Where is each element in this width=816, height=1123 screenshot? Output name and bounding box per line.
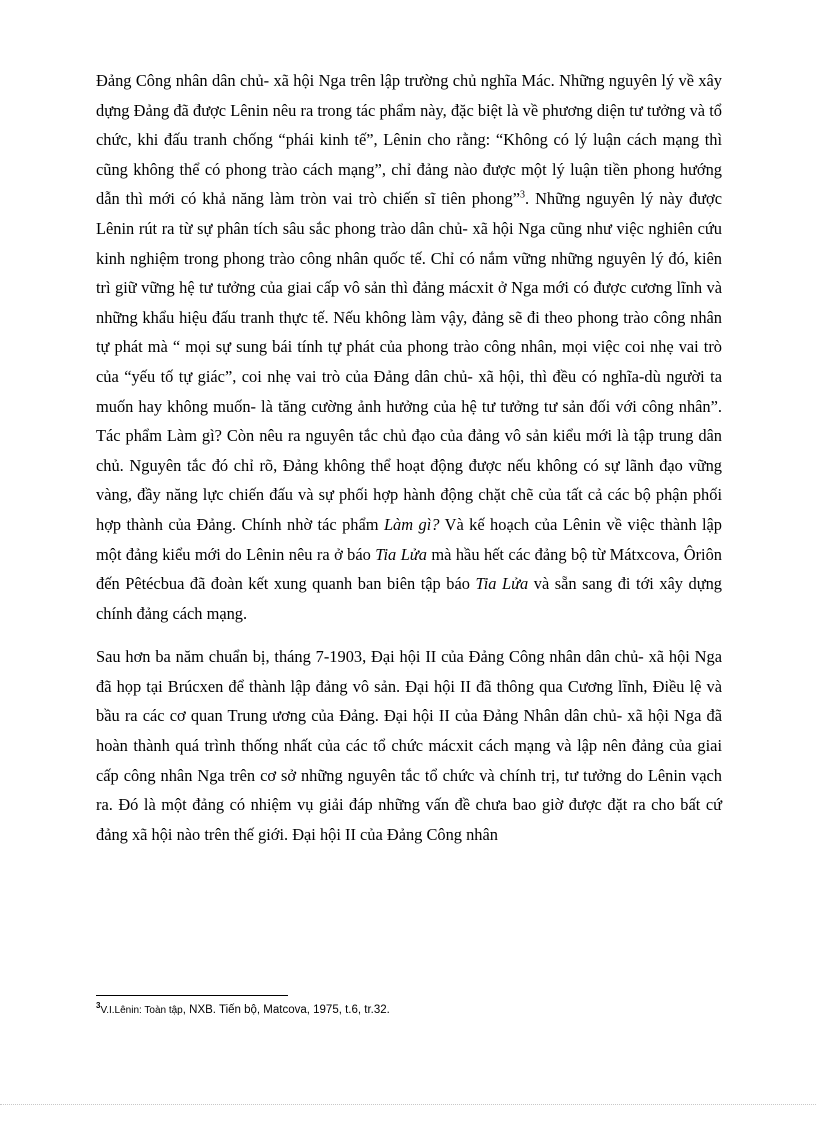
- paragraph-1-text-b: . Những nguyên lý này được Lênin rút ra từ sự phân tích sâu sắc phong trào dân chủ- xã hội Nga cũng như việc nghiên cứu kinh nghiệm trong phong trào công nhân quốc tế. Chỉ có nắm vững những nguyên lý đó, kiên trì giữ vững hệ tư tưởng của giai cấp vô sản thì đảng mácxit ở Nga mới có được cương lĩnh và những khẩu hiệu đấu tranh thực tế. Nếu không làm vậy, đảng sẽ đi theo phong trào công nhân tự phát mà “ mọi sự sung bái tính tự phát của phong trào công nhân, mọi việc coi nhẹ vai trò của “yếu tố tự giác”, coi nhẹ vai trò của Đảng dân chủ- xã hội, thì đều có nghĩa-dù người ta muốn hay không muốn- là tăng cường ảnh hưởng của hệ tư tưởng tư sản đối với công nhân”. Tác phẩm Làm gì? Còn nêu ra nguyên tắc chủ đạo của đảng vô sản kiểu mới là tập trung dân chủ. Nguyên tắc đó chỉ rõ, Đảng không thể hoạt động được nếu không có sự lãnh đạo vững vàng, đầy năng lực chiến đấu và sự phối hợp hành động chặt chẽ của tất cả các bộ phận phối hợp thành của Đảng. Chính nhờ tác phẩm: [96, 189, 722, 534]
- paragraph-1-text-a: Đảng Công nhân dân chủ- xã hội Nga trên lập trường chủ nghĩa Mác. Những nguyên lý về xây dựng Đảng đã được Lênin nêu ra trong tác phẩm này, đặc biệt là về phương diện tư tưởng và tổ chức, khi đấu tranh chống “phái kinh tế”, Lênin cho rằng: “Không có lý luận cách mạng thì cũng không thể có phong trào cách mạng”, chỉ đảng nào được một lý luận tiền phong hướng dẫn thì mới có khả năng làm tròn vai trò chiến sĩ tiên phong”: [96, 71, 722, 209]
- newspaper-title-tia-lua: Tia Lửa: [375, 544, 427, 564]
- footnote-number: 3: [96, 1001, 101, 1011]
- footnote-reference: 3: [520, 189, 526, 201]
- document-body: [96, 66, 722, 849]
- footnote-separator: [96, 995, 288, 996]
- page-boundary: [0, 1104, 816, 1105]
- newspaper-title-tia-lua-2: Tia Lửa: [475, 574, 529, 594]
- book-title-lam-gi: Làm gì?: [383, 514, 440, 534]
- footnote: [96, 1001, 390, 1016]
- paragraph-1-text-c: Và kế hoạch của Lênin về việc thành lập một đảng kiểu mới do Lênin nêu ra ở báo: [96, 514, 722, 564]
- paragraph-1-text-e: và sẵn sang đi tới xây dựng chính đảng cách mạng.: [96, 574, 722, 623]
- footnote-author: V.I.Lênin: Toàn tập: [100, 1005, 183, 1016]
- paragraph-2: Sau hơn ba năm chuẩn bị, tháng 7-1903, Đại hội II của Đảng Công nhân dân chủ- xã hội Nga đã họp tại Brúcxen để thành lập đảng vô sản. Đại hội II đã thông qua Cương lĩnh, Điều lệ và bầu ra các cơ quan Trung ương của Đảng. Đại hội II của Đảng Nhân dân chủ- xã hội Nga đã hoàn thành quá trình thống nhất của các tổ chức mácxit cách mạng và lập nên đảng của giai cấp công nhân Nga trên cơ sở những nguyên tắc tổ chức và chính trị, tư tưởng do Lênin vạch ra. Đó là một đảng có nhiệm vụ giải đáp những vấn đề chưa bao giờ được đặt ra cho bất cứ đảng xã hội nào trên thế giới. Đại hội II của Đảng Công nhân: [96, 647, 722, 844]
- footnote-text: , NXB. Tiến bộ, Matcova, 1975, t.6, tr.32.: [182, 1004, 390, 1016]
- paragraph-1-text-d: mà hầu hết các đảng bộ từ Mátxcova, Ôriôn đến Pêtécbua đã đoàn kết xung quanh ban biên tập báo: [96, 544, 723, 594]
- paragraph-1: [96, 66, 722, 628]
